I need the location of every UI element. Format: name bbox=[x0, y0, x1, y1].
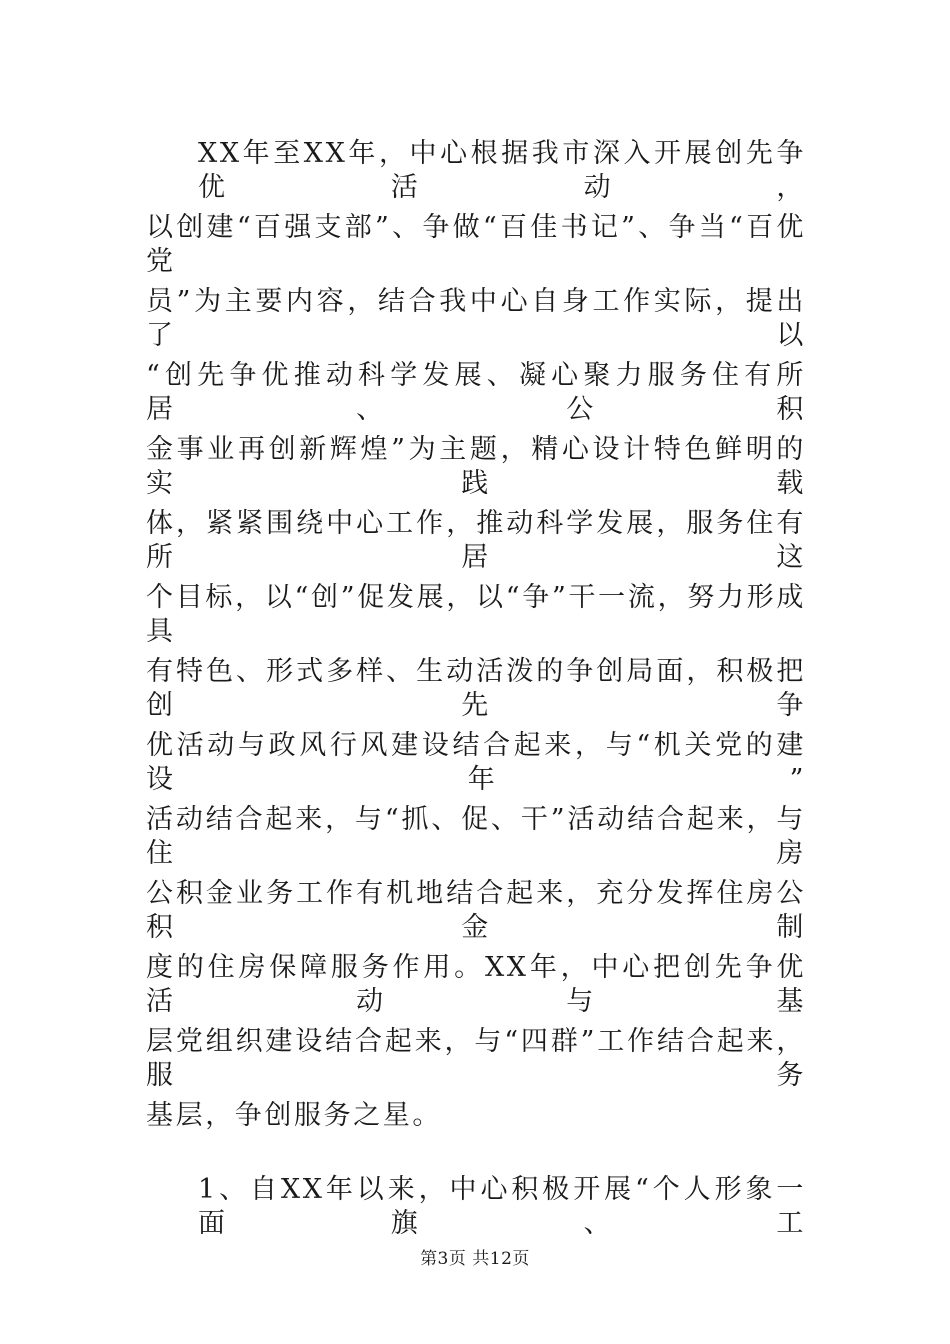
paragraph-1-line-3: 员”为主要内容，结合我中心自身工作实际，提出了以 bbox=[146, 286, 806, 351]
paragraph-1-line-10: 活动结合起来，与“抓、促、干”活动结合起来，与住房 bbox=[146, 804, 806, 869]
paragraph-1-line-9: 优活动与政风行风建设结合起来，与“机关党的建设年” bbox=[146, 730, 806, 795]
paragraph-1-line-13: 层党组织建设结合起来，与“四群”工作结合起来，服务 bbox=[146, 1026, 806, 1091]
paragraph-1-line-7: 个目标，以“创”促发展，以“争”干一流，努力形成具 bbox=[146, 582, 806, 647]
paragraph-2-line-1: 1、自XX年以来，中心积极开展“个人形象一面旗、工 bbox=[198, 1174, 806, 1239]
paragraph-1-line-5: 金事业再创新辉煌”为主题，精心设计特色鲜明的实践载 bbox=[146, 434, 806, 499]
paragraph-1-line-2: 以创建“百强支部”、争做“百佳书记”、争当“百优党 bbox=[146, 212, 806, 277]
paragraph-1-line-4: “创先争优推动科学发展、凝心聚力服务住有所居、公积 bbox=[146, 360, 806, 425]
paragraph-1-line-11: 公积金业务工作有机地结合起来，充分发挥住房公积金制 bbox=[146, 878, 806, 943]
paragraph-1-line-12: 度的住房保障服务作用。XX年，中心把创先争优活动与基 bbox=[146, 952, 806, 1017]
page-number-footer: 第3页 共12页 bbox=[420, 1249, 530, 1269]
paragraph-1-line-8: 有特色、形式多样、生动活泼的争创局面，积极把创先争 bbox=[146, 656, 806, 721]
paragraph-1-line-6: 体，紧紧围绕中心工作，推动科学发展，服务住有所居这 bbox=[146, 508, 806, 573]
paragraph-1-line-1: XX年至XX年，中心根据我市深入开展创先争优活动， bbox=[198, 138, 806, 203]
paragraph-1-line-14: 基层，争创服务之星。 bbox=[146, 1100, 442, 1131]
